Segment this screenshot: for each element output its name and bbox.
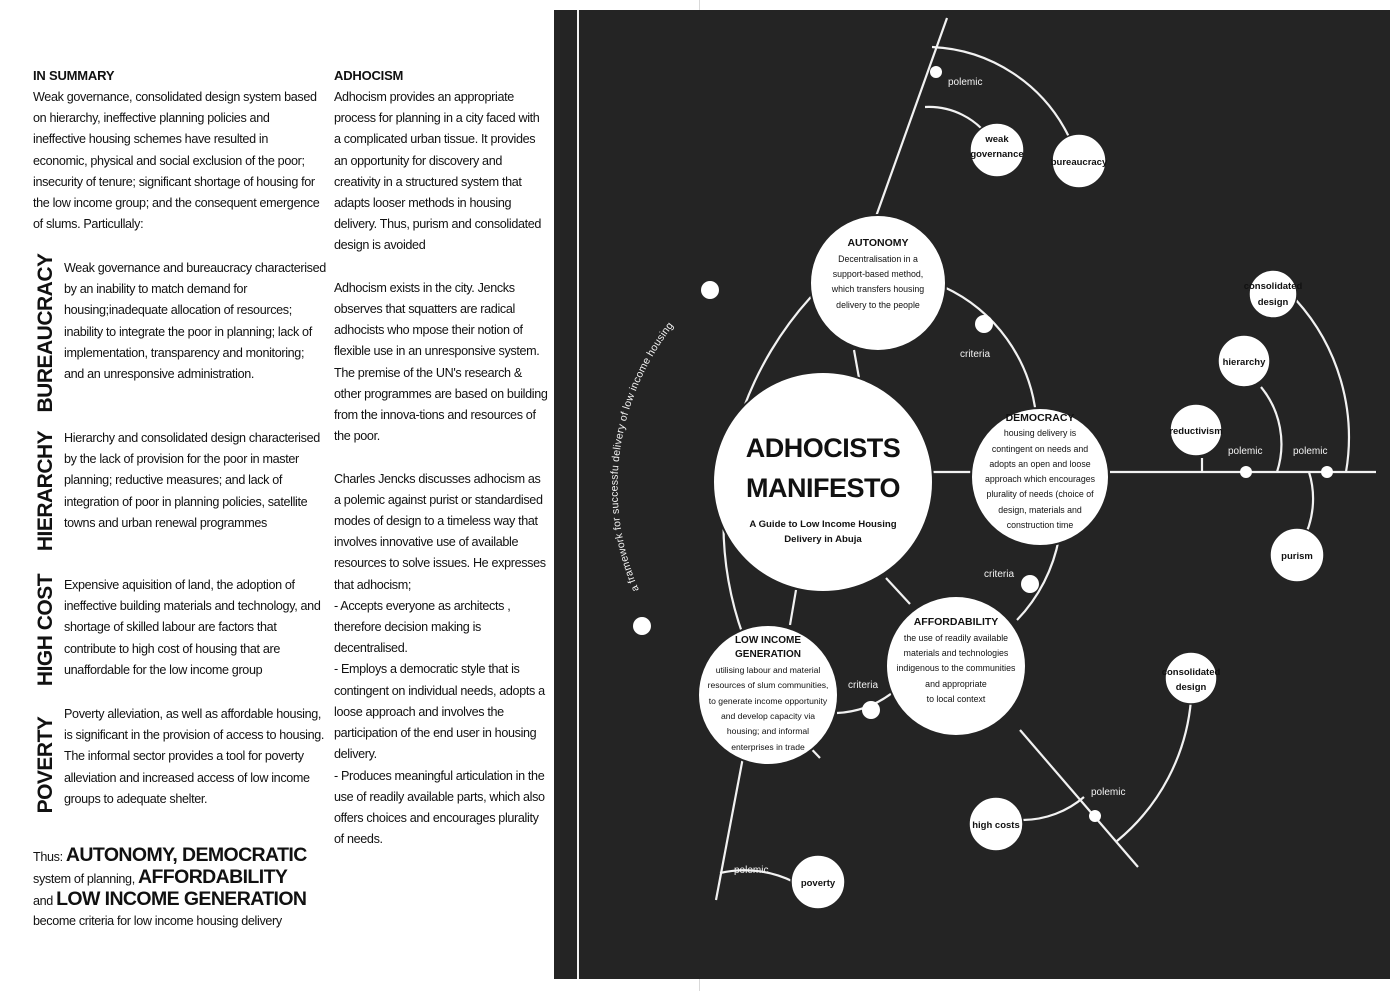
- poverty-block: [33, 707, 333, 818]
- manifesto-diagram-panel: [554, 10, 1390, 979]
- low-income-title-line1: LOW INCOME: [734, 635, 802, 646]
- conclusion-bold-3: LOW INCOME GENERATION: [56, 888, 307, 910]
- summary-heading: IN SUMMARY: [33, 68, 115, 83]
- democracy-line-3: adopts an open and loose: [989, 459, 1091, 469]
- conclusion-word-2: system of planning,: [33, 872, 135, 886]
- affordability-line-3: indigenous to the communities: [896, 663, 1016, 673]
- polemic-dot-right-2: [1321, 466, 1333, 478]
- conclusion: [33, 845, 333, 931]
- arc-dot-2: [633, 617, 651, 635]
- arc-dot-1: [701, 281, 719, 299]
- autonomy-line-4: delivery to the people: [836, 300, 920, 310]
- adhocism-text: Adhocism provides an appropriate process for planning in a city faced with a complicated urban tissue. It provides an opportunity for discovery and creativity in a structured system that adapts looser methods in housing delivery. Thus, purism and consolidated design is avoided Adhocism exists in the city. Jencks observes that squatters are radical adhocists who mpose their notion of flexible use in an unresponsive system. The premise of the UN's research & other programmes are based on building from the innova-tions and resources of the poor. Charles Jencks discusses adhocism as a polemic against purist or standardised modes of design to a timeless way that involves innovative use of available resources to solve issues. He expresses that adhocism; - Accepts everyone as architects , therefore decision making is decentralised. - Employs a democratic style that is contingent on individual needs, adopts a loose approach and involves the participation of the end user in housing delivery. - Produces meaningful articulation in the use of readily available parts, which also offers choices and encourages plurality of needs.: [334, 90, 548, 847]
- polemic-dot-top: [930, 66, 942, 78]
- affordability-node: [886, 596, 1026, 736]
- center-node: [713, 372, 933, 592]
- criteria-label-1: criteria: [960, 349, 991, 360]
- criteria-label-2: criteria: [984, 569, 1015, 580]
- spoke-autonomy: [854, 350, 859, 378]
- democracy-line-4: approach which encourages: [984, 474, 1096, 484]
- center-title-line2: MANIFESTO: [745, 473, 901, 503]
- center-title-line1: ADHOCISTS: [745, 433, 901, 463]
- poverty-node: [791, 855, 845, 909]
- polemic-dot-bottom: [1089, 810, 1101, 822]
- poverty-node-label: poverty: [800, 878, 836, 889]
- poverty-label: POVERTY: [34, 716, 57, 814]
- consolidated-design-bottom-node: [1162, 652, 1221, 704]
- purism-node: [1270, 528, 1324, 582]
- reductivism-node: [1169, 404, 1222, 456]
- high-costs-node-label: high costs: [972, 820, 1020, 831]
- conclusion-bold-2: AFFORDABILITY: [138, 866, 288, 888]
- manifesto-diagram: [554, 10, 1390, 979]
- polemic-label-top: polemic: [948, 77, 983, 88]
- low-income-line-2: resources of slum communities,: [707, 680, 829, 690]
- low-income-line-1: utilising labour and material: [715, 665, 821, 675]
- summary-column: [33, 68, 323, 235]
- democracy-line-2: contingent on needs and: [991, 444, 1089, 454]
- polemic-axis-bottom-right: [1020, 730, 1138, 867]
- adhocism-column: [334, 68, 549, 850]
- criteria-dot-3: [862, 701, 880, 719]
- democracy-line-1: housing delivery is: [1003, 428, 1077, 438]
- hierarchy-node-label: hierarchy: [1222, 357, 1266, 368]
- spoke-low-income: [790, 590, 796, 625]
- criteria-label-3: criteria: [848, 680, 879, 691]
- bureaucracy-label: BUREAUCRACY: [34, 253, 57, 413]
- polemic-label-right-2: polemic: [1293, 446, 1328, 457]
- spoke-affordability: [886, 578, 910, 604]
- democracy-node: [971, 408, 1109, 546]
- democracy-line-7: construction time: [1006, 520, 1074, 530]
- conclusion-bold-1: AUTONOMY, DEMOCRATIC: [65, 844, 307, 866]
- democracy-line-5: plurality of needs (choice of: [986, 489, 1094, 499]
- affordability-line-4: and appropriate: [925, 679, 987, 689]
- purism-node-label: purism: [1281, 551, 1313, 562]
- reductivism-node-label: reductivism: [1169, 426, 1223, 437]
- polemic-axis-bottom-left: [716, 752, 744, 900]
- autonomy-line-1: Decentralisation in a: [838, 254, 918, 264]
- low-income-title-line2: GENERATION: [735, 649, 801, 660]
- bureaucracy-node: [1051, 134, 1108, 188]
- hierarchy-label: HIERARCHY: [34, 430, 57, 552]
- low-income-line-5: housing; and informal: [726, 726, 810, 736]
- high-cost-text: Expensive aquisition of land, the adoption of ineffective building materials and technology, and shortage of skilled labour are factors that contribute to high cost of housing that are unaffordable for the low income group: [64, 578, 321, 677]
- hierarchy-text: Hierarchy and consolidated design characterised by the lack of provision for the poor in master planning; reductive measures; and lack of integration of poor in planning policies, satellite towns and urban renewal programmes: [64, 431, 320, 530]
- autonomy-line-3: which transfers housing: [831, 284, 925, 294]
- conclusion-word-3: and: [33, 894, 53, 908]
- polemic-dot-right-1: [1240, 466, 1252, 478]
- consolidated-design-top-line-1: consolidated: [1243, 281, 1303, 292]
- consolidated-design-bottom-line-2: design: [1175, 682, 1207, 693]
- hierarchy-block: [33, 427, 333, 555]
- democracy-title: DEMOCRACY: [1005, 412, 1075, 424]
- democracy-line-6: design, materials and: [998, 505, 1082, 515]
- center-subtitle-line1: A Guide to Low Income Housing: [749, 519, 897, 530]
- high-costs-node: [969, 797, 1023, 851]
- low-income-line-3: to generate income opportunity: [708, 696, 828, 706]
- consolidated-design-top-node: [1244, 270, 1303, 318]
- autonomy-line-2: support-based method,: [832, 269, 924, 279]
- conclusion-word-4: become criteria for low income housing delivery: [33, 914, 282, 928]
- weak-governance-line-1: weak: [985, 134, 1009, 145]
- affordability-line-1: the use of readily available: [903, 633, 1009, 643]
- weak-governance-node: [970, 123, 1024, 177]
- high-cost-label: HIGH COST: [34, 573, 57, 687]
- conclusion-word-1: Thus:: [33, 850, 63, 864]
- criteria-dot-1: [975, 315, 993, 333]
- affordability-line-2: materials and technologies: [903, 648, 1009, 658]
- low-income-line-4: and develop capacity via: [720, 711, 816, 721]
- autonomy-title: AUTONOMY: [847, 237, 909, 249]
- polemic-label-bottom-right: polemic: [1091, 787, 1126, 798]
- consolidated-design-top-line-2: design: [1257, 297, 1289, 308]
- hierarchy-node: [1218, 335, 1270, 387]
- framework-arc-label: a framework for successfu delivery of low income housing: [608, 319, 677, 594]
- polemic-label-bottom-left: polemic: [734, 865, 769, 876]
- bureaucracy-text: Weak governance and bureaucracy characterised by an inability to match demand for housing;inadequate allocation of resources; inability to integrate the poor in planning; lack of implementation, transparency and monitoring; and an unresponsive administration.: [64, 261, 326, 382]
- center-subtitle-line2: Delivery in Abuja: [784, 534, 862, 545]
- polemic-arc-hierarchy: [1261, 387, 1281, 472]
- poverty-text: Poverty alleviation, as well as affordable housing, is significant in the provision of access to housing. The informal sector provides a tool for poverty alleviation and increased access of low income groups to adequate shelter.: [64, 707, 325, 806]
- autonomy-node: [810, 215, 946, 351]
- adhocism-heading: ADHOCISM: [334, 68, 404, 83]
- weak-governance-line-2: governance: [970, 149, 1024, 160]
- summary-text: Weak governance, consolidated design system based on hierarchy, ineffective planning policies and ineffective housing schemes have resulted in economic, physical and social exclusion of the poor; insecurity of tenure; significant shortage of housing for the low income group; and the consequent emergence of slums. Particullaly:: [33, 90, 320, 232]
- polemic-arc-high-costs: [1023, 797, 1084, 820]
- low-income-generation-node: [698, 625, 838, 765]
- bureaucracy-block: [33, 250, 333, 416]
- low-income-line-6: enterprises in trade: [731, 742, 805, 752]
- bureaucracy-node-label: bureaucracy: [1050, 157, 1108, 168]
- polemic-arc-consolidated-bottom: [1117, 700, 1191, 841]
- affordability-line-5: to local context: [926, 694, 986, 704]
- criteria-dot-2: [1021, 575, 1039, 593]
- polemic-label-right-1: polemic: [1228, 446, 1263, 457]
- affordability-title: AFFORDABILITY: [913, 616, 999, 628]
- consolidated-design-bottom-line-1: consolidated: [1161, 667, 1221, 678]
- high-cost-block: [33, 570, 333, 690]
